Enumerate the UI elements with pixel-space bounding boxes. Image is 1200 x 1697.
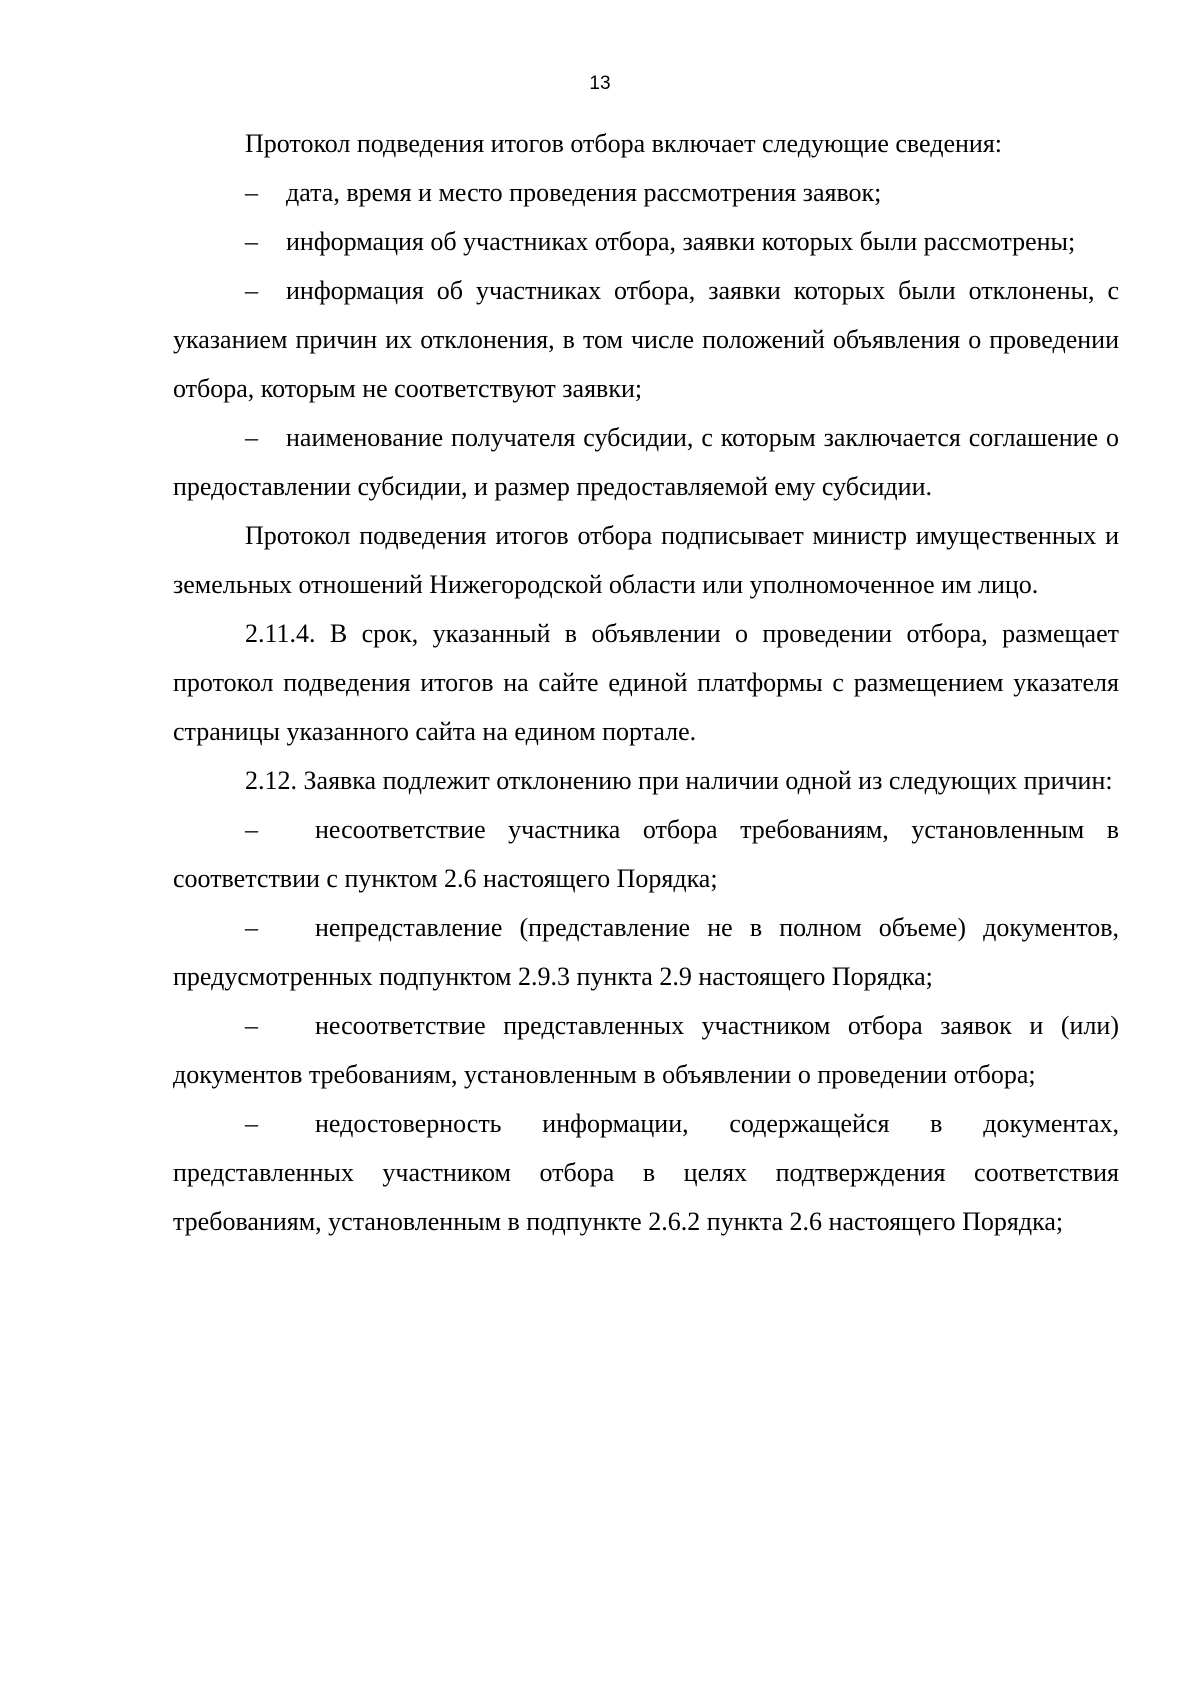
list-dash: – [245, 227, 258, 256]
list-item-text: несоответствие представленных участником отбора заявок и (или) документов требованиям, установленным в объявлении о проведении отбора; [173, 1011, 1119, 1089]
list-dash: – [245, 1109, 258, 1138]
document-body [173, 119, 1119, 1246]
list-dash: – [245, 423, 258, 452]
page-number: 13 [589, 73, 611, 94]
list-dash: – [245, 815, 258, 844]
list-dash: – [245, 1011, 258, 1040]
list-item-text: несоответствие участника отбора требованиям, установленным в соответствии с пунктом 2.6 настоящего Порядка; [173, 815, 1119, 893]
list-item [173, 1099, 1119, 1246]
list-item [173, 903, 1119, 1001]
paragraph: 2.11.4. В срок, указанный в объявлении о проведении отбора, размещает протокол подведения итогов на сайте единой платформы с размещением указателя страницы указанного сайта на едином портале. [173, 619, 1119, 746]
list-item-text: наименование получателя субсидии, с которым заключается соглашение о предоставлении субсидии, и размер предоставляемой ему субсидии. [173, 423, 1119, 501]
list-item [173, 413, 1119, 511]
list-item-text: информация об участниках отбора, заявки которых были рассмотрены; [286, 227, 1076, 256]
paragraph: Протокол подведения итогов отбора подписывает министр имущественных и земельных отношений Нижегородской области или уполномоченное им лицо. [173, 521, 1119, 599]
list-item-text: информация об участниках отбора, заявки которых были отклонены, с указанием причин их отклонения, в том числе положений объявления о проведении отбора, которым не соответствуют заявки; [173, 276, 1119, 403]
list-item [173, 266, 1119, 413]
list-item [173, 217, 1119, 266]
list-item-text: непредставление (представление не в полном объеме) документов, предусмотренных подпунктом 2.9.3 пункта 2.9 настоящего Порядка; [173, 913, 1119, 991]
list-item-text: дата, время и место проведения рассмотрения заявок; [286, 178, 882, 207]
list-dash: – [245, 276, 258, 305]
list-item [173, 1001, 1119, 1099]
list-item-text: недостоверность информации, содержащейся в документах, представленных участником отбора в целях подтверждения соответствия требованиям, установленным в подпункте 2.6.2 пункта 2.6 настоящего Порядка; [173, 1109, 1119, 1236]
list-dash: – [245, 913, 258, 942]
paragraph: 2.12. Заявка подлежит отклонению при наличии одной из следующих причин: [245, 766, 1113, 795]
list-dash: – [245, 178, 258, 207]
list-item [173, 805, 1119, 903]
list-item [173, 168, 1119, 217]
paragraph: Протокол подведения итогов отбора включает следующие сведения: [245, 129, 1002, 158]
